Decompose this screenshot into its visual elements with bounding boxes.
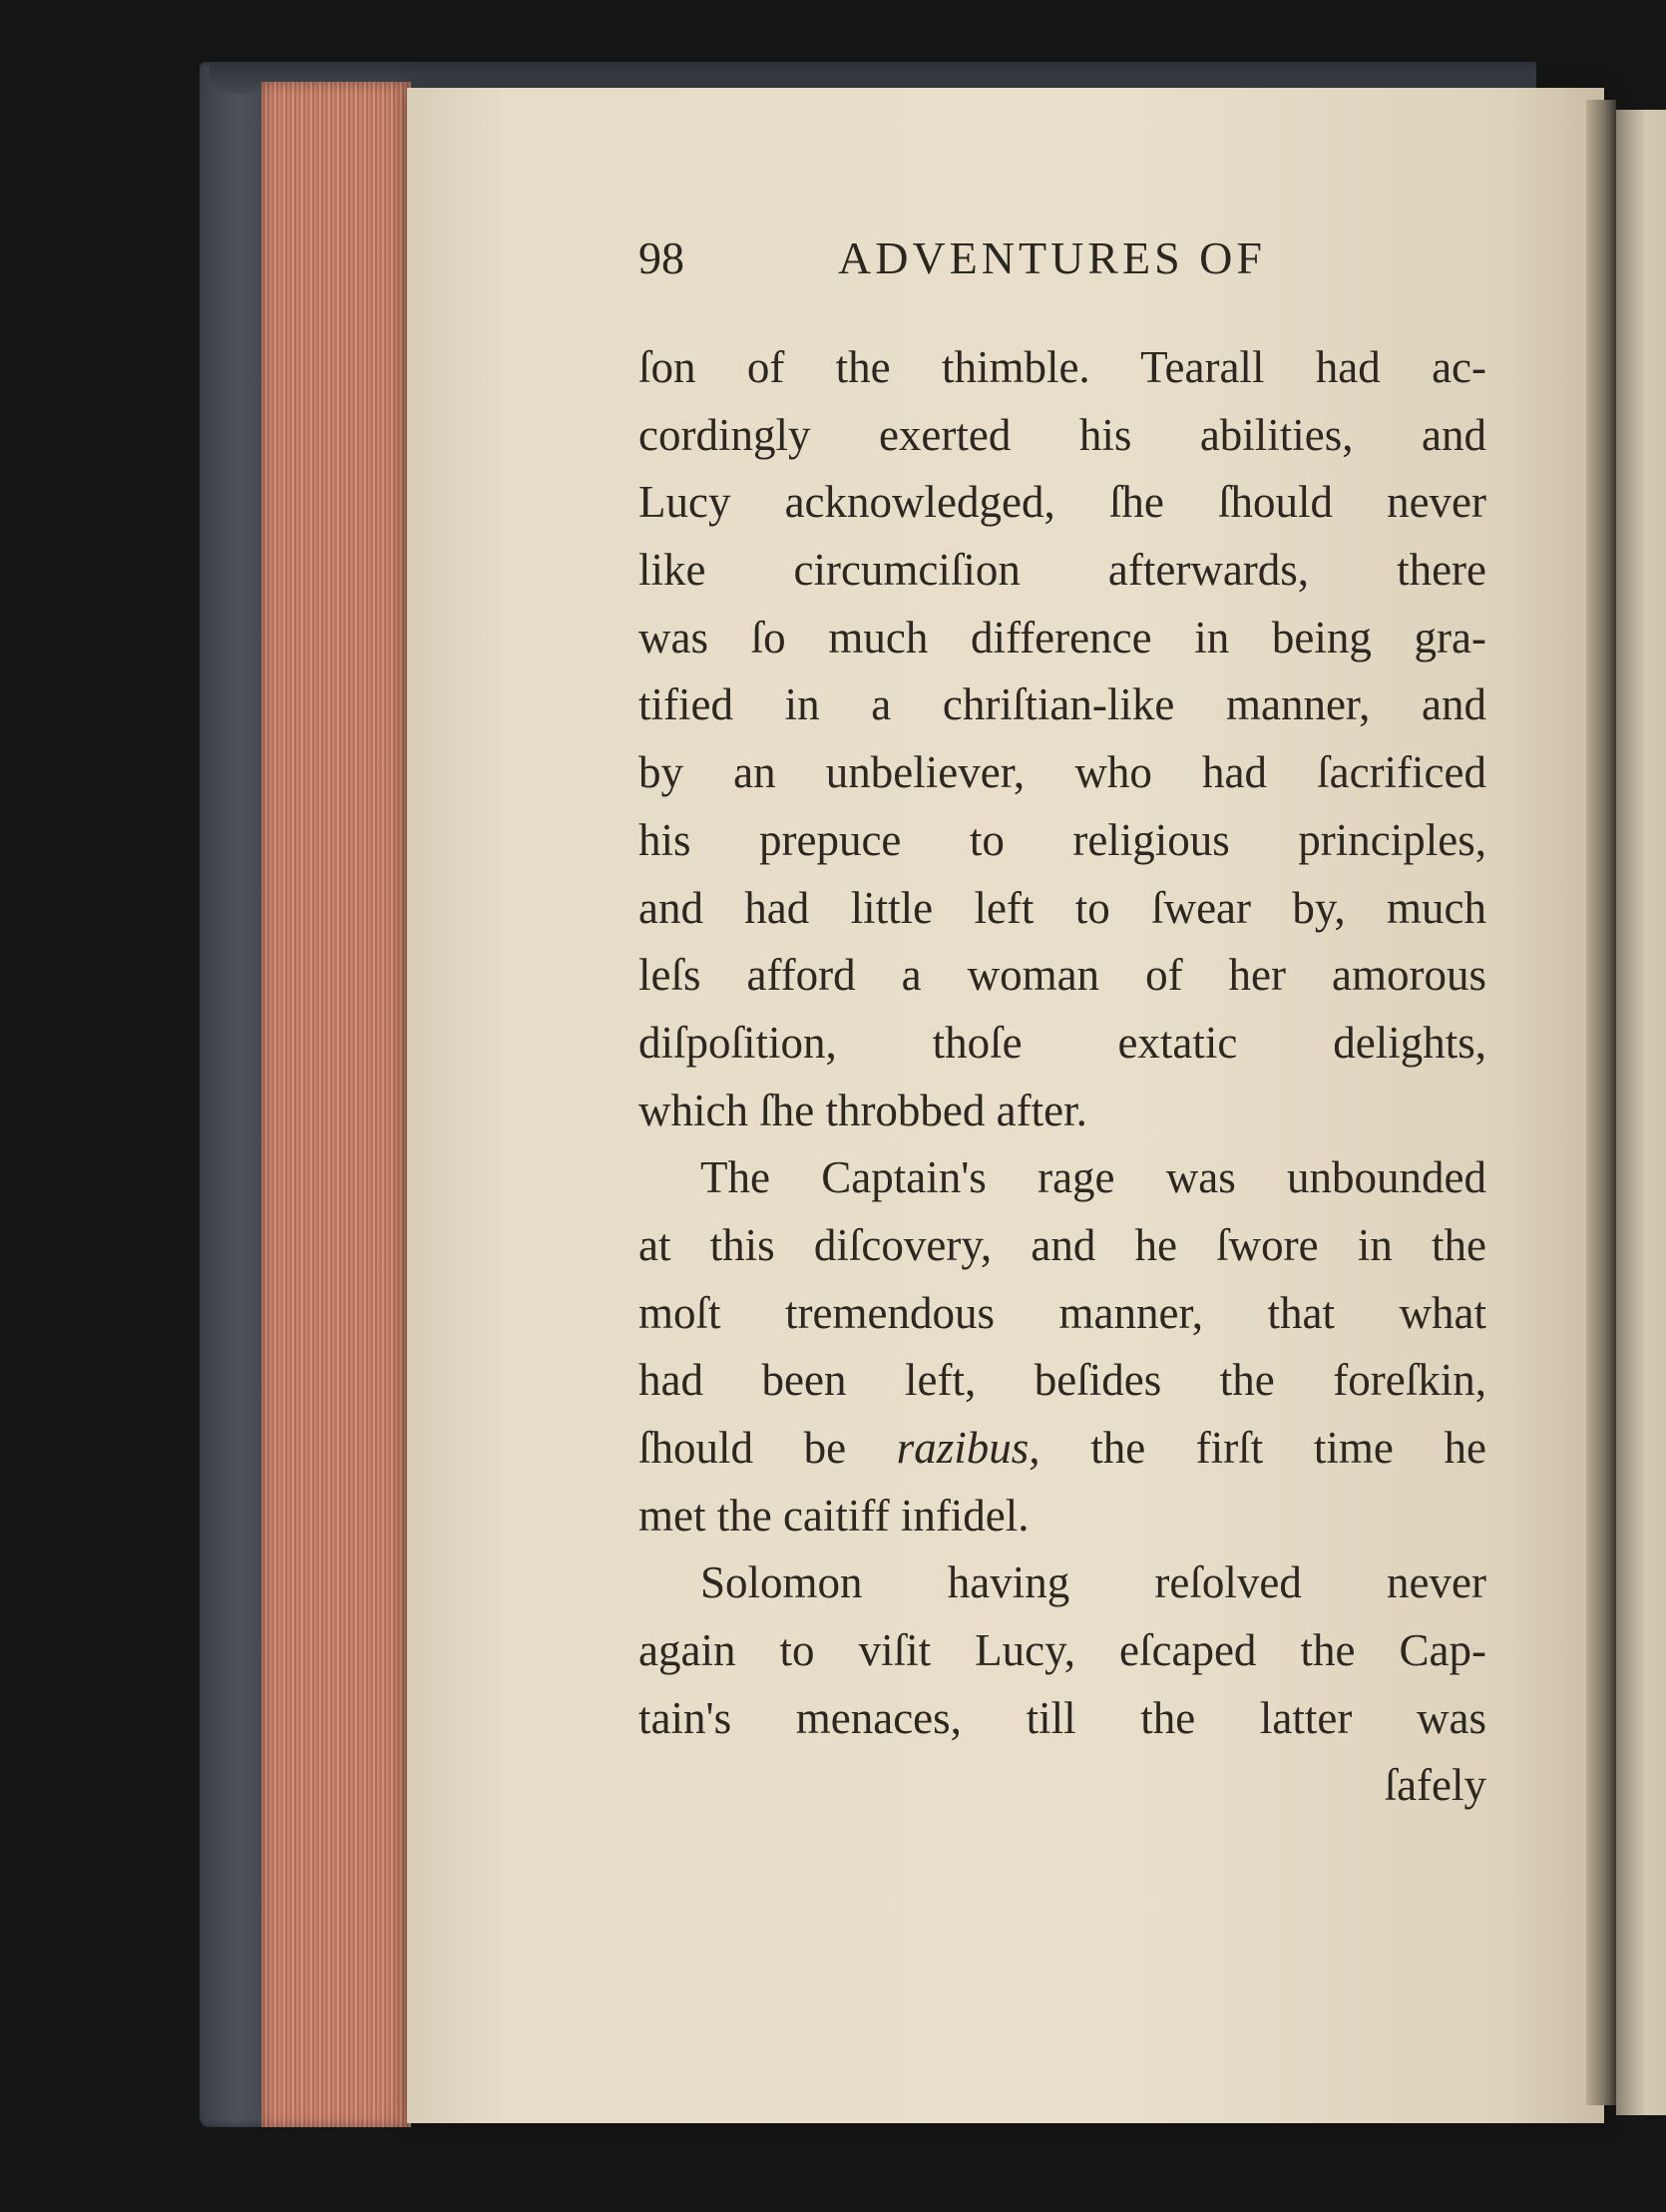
text-line: again to viſit Lucy, eſcaped the Cap- xyxy=(638,1625,1486,1676)
text-line-with-italic xyxy=(638,1415,1486,1483)
text-line: was ſo much difference in being gra- xyxy=(638,612,1486,663)
book-gutter xyxy=(1586,100,1616,2105)
running-head-title: ADVENTURES OF xyxy=(838,232,1266,283)
text-line: by an unbeliever, who had ſacrificed xyxy=(638,747,1486,798)
text-line: his prepuce to religious principles, xyxy=(638,814,1486,865)
text-line: had been left, beſides the foreſkin, xyxy=(638,1355,1486,1406)
text-line: Lucy acknowledged, ſhe ſhould never xyxy=(638,477,1486,528)
text-line: diſpoſition, thoſe extatic delights, xyxy=(638,1017,1486,1068)
text-line: Solomon having reſolved never xyxy=(700,1557,1486,1608)
page-edges xyxy=(261,82,411,2127)
page-number: 98 xyxy=(638,232,684,283)
text-line: moſt tremendous manner, that what xyxy=(638,1287,1486,1338)
text-line: met the caitiff infidel. xyxy=(638,1490,1030,1541)
text-line: like circumciſion afterwards, there xyxy=(638,545,1486,596)
text-line: leſs afford a woman of her amorous xyxy=(638,950,1486,1001)
italic-word: razibus, xyxy=(896,1423,1041,1473)
text-line: ſon of the thimble. Tearall had ac- xyxy=(638,342,1486,392)
text-line: which ſhe throbbed after. xyxy=(638,1085,1087,1135)
text-line: tain's menaces, till the latter was xyxy=(638,1692,1486,1743)
running-header xyxy=(638,231,1337,291)
text-line: and had little left to ſwear by, much xyxy=(638,882,1486,933)
text-line: cordingly exerted his abilities, and xyxy=(638,409,1486,460)
text-line: The Captain's rage was unbounded xyxy=(700,1152,1486,1203)
facing-page-edge xyxy=(1616,110,1666,2115)
text-line: tified in a chriſtian-like manner, and xyxy=(638,679,1486,730)
text-line: at this diſcovery, and he ſwore in the xyxy=(638,1219,1486,1270)
catchword: ſafely xyxy=(1384,1760,1486,1811)
text-fragment: ſhould be xyxy=(638,1423,847,1473)
page-body-text xyxy=(638,334,1486,1820)
text-fragment: the firſt time he xyxy=(1090,1423,1487,1473)
